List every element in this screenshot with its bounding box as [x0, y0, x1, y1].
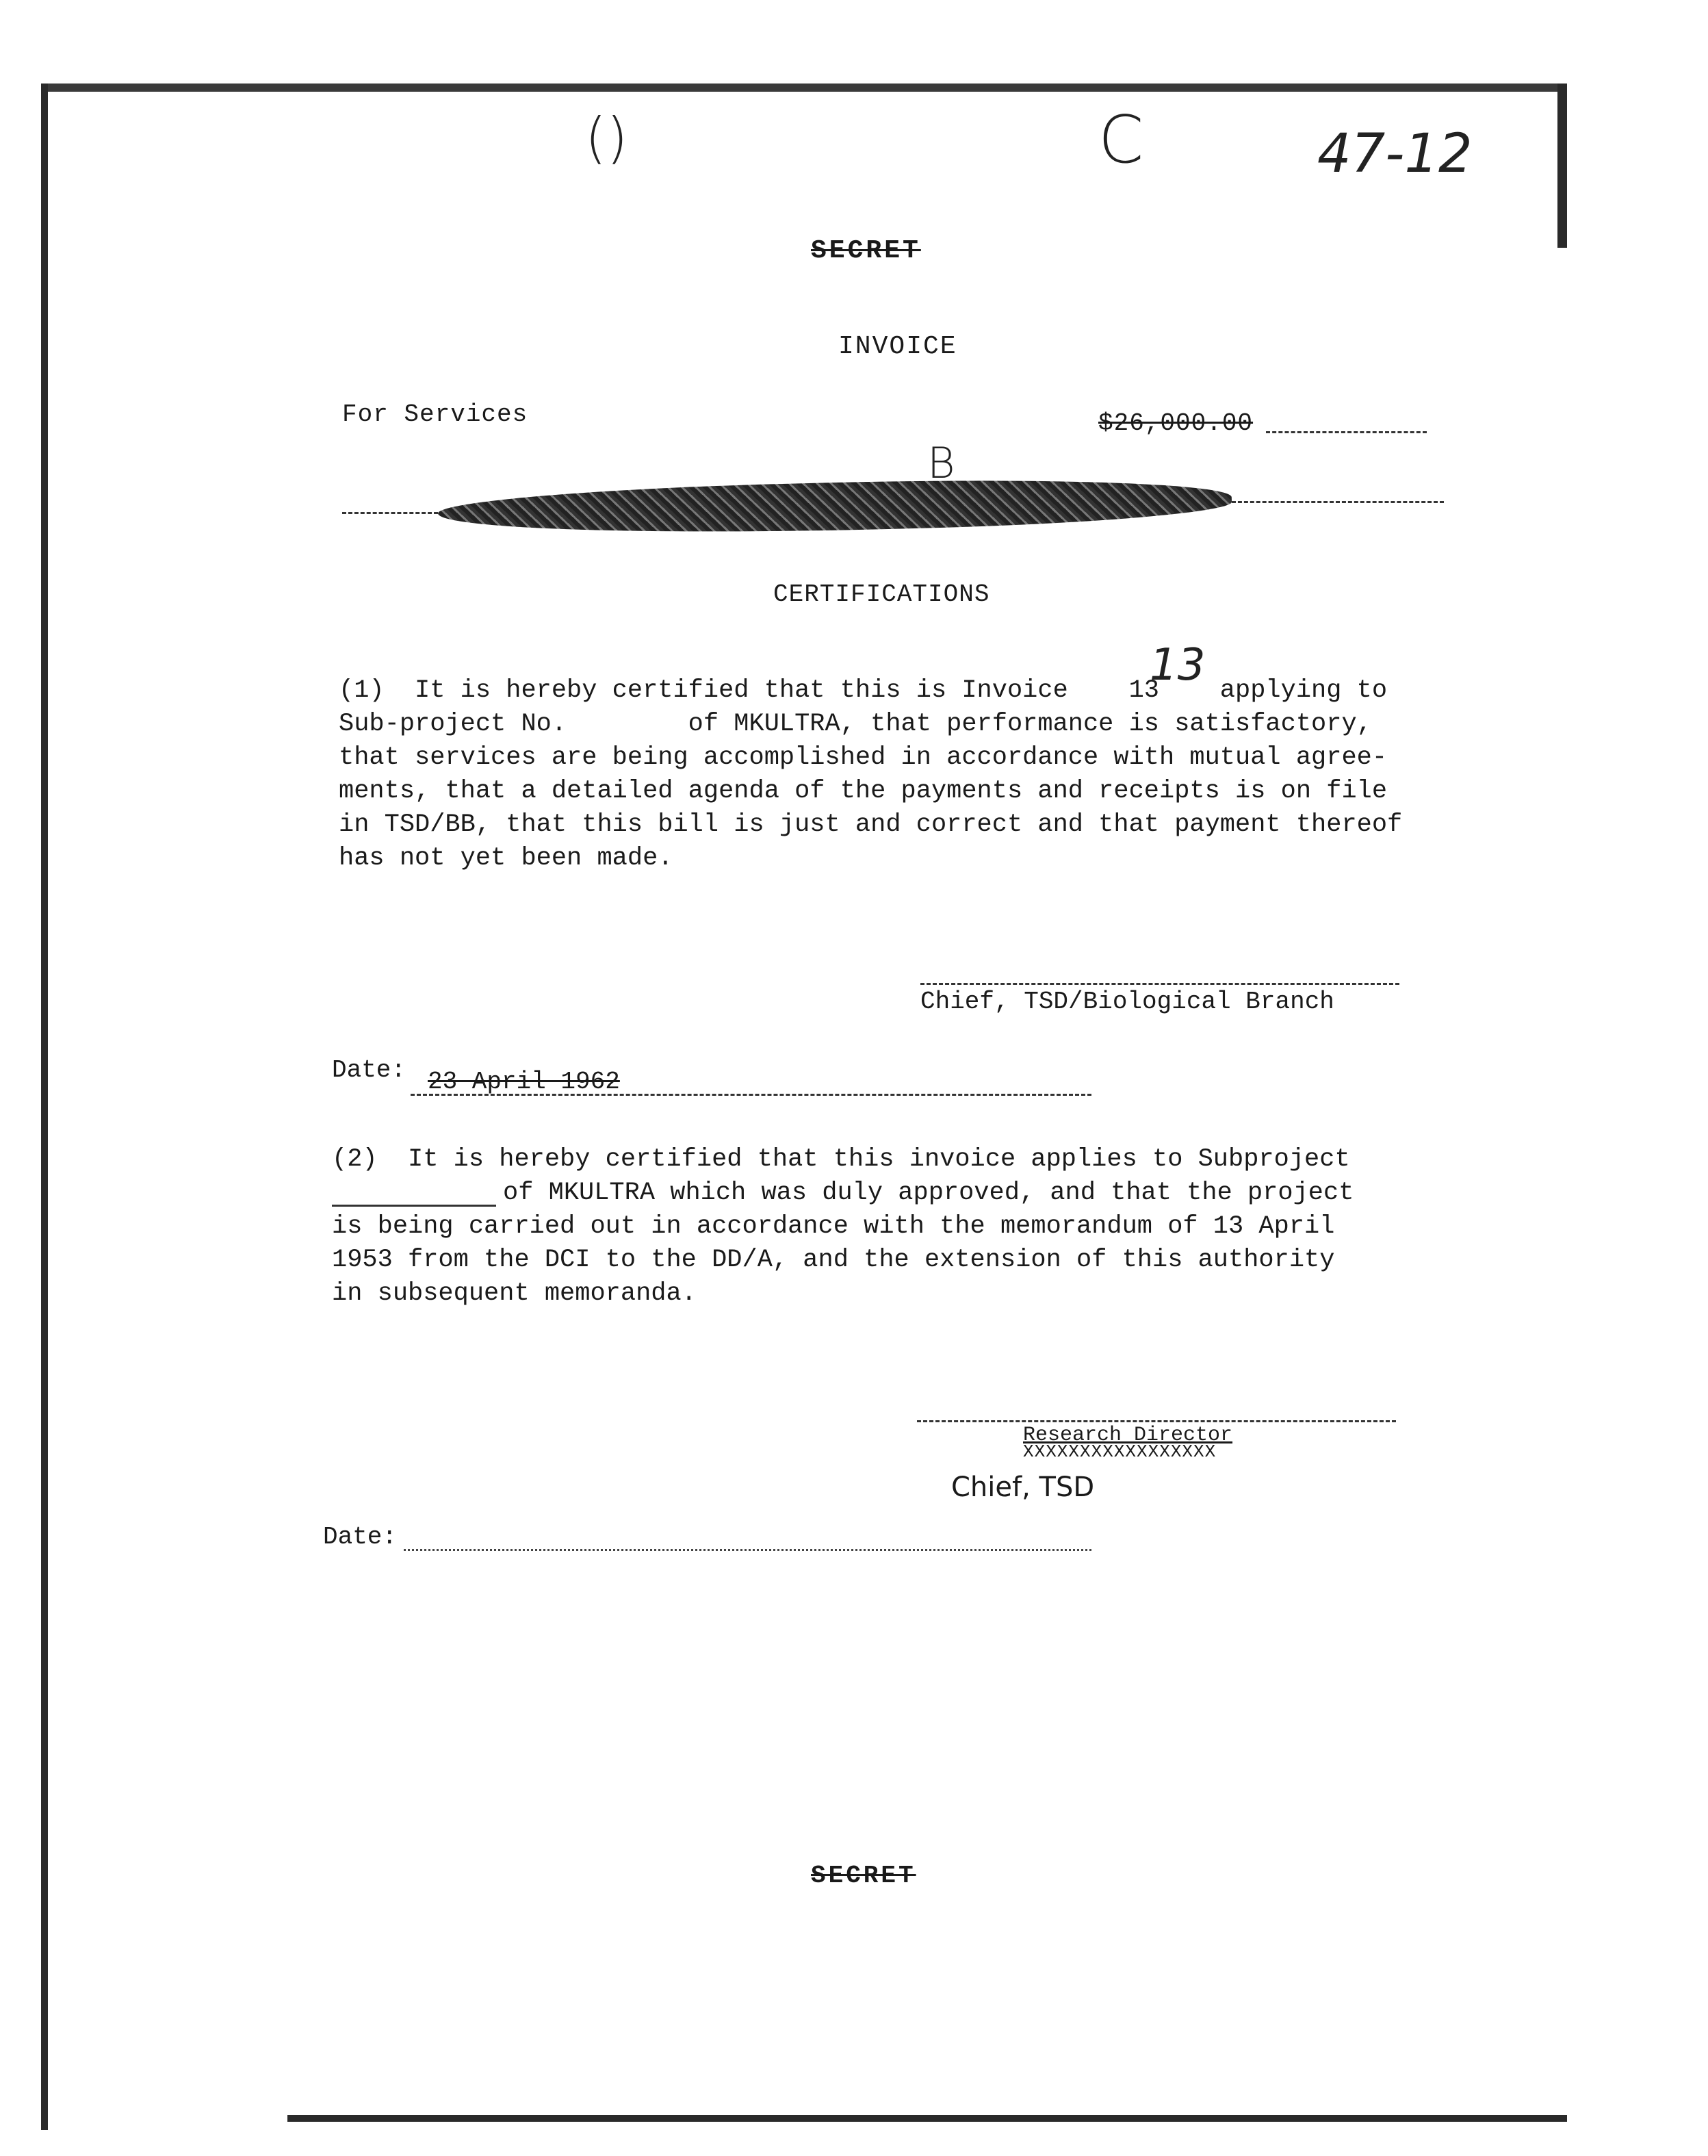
cert1-signer-title: Chief, TSD/Biological Branch [920, 988, 1334, 1016]
cert2-signer-typed: Research Director [1023, 1424, 1233, 1447]
file-number: 47-12 [1317, 123, 1473, 185]
redaction-dashes-left [342, 512, 438, 514]
invoice-title: INVOICE [838, 332, 957, 361]
scan-border-bottom [287, 2115, 1567, 2122]
cert2-line1: (2) It is hereby certified that this invoice applies to Subproject [332, 1145, 1350, 1174]
cert2-signer-struck: XXXXXXXXXXXXXXXXX [1023, 1441, 1217, 1462]
c-mark: C [1098, 103, 1144, 178]
scan-border-left [41, 84, 48, 2130]
circle-mark: () [585, 106, 628, 170]
cert1-line5: in TSD/BB, that this bill is just and correct and that payment thereof [339, 810, 1403, 839]
classification-bottom: SECRET [811, 1862, 916, 1890]
cert1-date-value: 23 April 1962 [428, 1068, 620, 1096]
cert2-line3: is being carried out in accordance with the memorandum of 13 April [332, 1212, 1335, 1241]
cert1-line2: Sub-project No. of MKULTRA, that performance is satisfactory, [339, 710, 1372, 739]
cert2-date-line [404, 1549, 1091, 1551]
handwritten-invoice-number: 13 [1150, 640, 1206, 691]
redaction-blot [437, 472, 1232, 541]
scan-border-top [41, 84, 1567, 92]
signature-line-1 [920, 983, 1399, 985]
redaction-dashes-right [1232, 501, 1444, 503]
cert2-line4: 1953 from the DCI to the DD/A, and the extension of this authority [332, 1246, 1335, 1274]
cert1-date-label: Date: [332, 1056, 406, 1084]
cert1-line6: has not yet been made. [339, 844, 673, 873]
amount-line [1266, 431, 1427, 433]
signature-line-2 [917, 1420, 1396, 1422]
cert1-line1: (1) It is hereby certified that this is Invoice 13 applying to [339, 676, 1388, 705]
handwritten-initial: B [927, 438, 955, 488]
cert1-line4: ments, that a detailed agenda of the payments and receipts is on file [339, 777, 1388, 806]
scan-border-right [1557, 84, 1567, 248]
classification-top: SECRET [811, 236, 921, 266]
cert2-signer-title: Chief, TSD [951, 1472, 1095, 1503]
cert2-line5: in subsequent memoranda. [332, 1279, 697, 1308]
services-amount: $26,000.00 [1098, 409, 1254, 437]
cert2-line2: of MKULTRA which was duly approved, and that the project [503, 1179, 1354, 1207]
subproject-blank [332, 1205, 496, 1207]
cert1-line3: that services are being accomplished in accordance with mutual agree- [339, 743, 1388, 772]
cert2-date-label: Date: [323, 1523, 398, 1551]
cert1-date-line [411, 1094, 1091, 1096]
certifications-heading: CERTIFICATIONS [773, 580, 990, 608]
services-label: For Services [342, 400, 528, 428]
